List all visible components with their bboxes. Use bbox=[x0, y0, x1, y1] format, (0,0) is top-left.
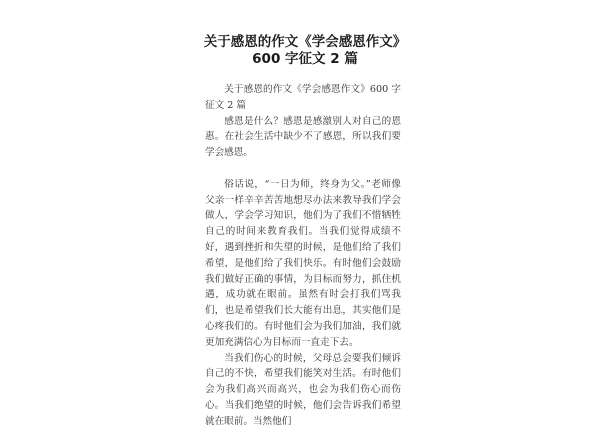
page-title: 关于感恩的作文《学会感恩作文》600 字征文 2 篇 bbox=[203, 34, 407, 67]
body-paragraph: 俗话说，“一日为师，终身为父。”老师像父亲一样辛辛苦苦地想尽办法来教导我们学会做人，学会学习知识，他们为了我们不惜牺牲自己的时间来教育我们。当我们觉得成绩不好，遇到挫折和失望的时候，是他们给了我们希望，是他们给了我们快乐。有时他们会鼓励我们做好正确的事情，为目标而努力，抓住机遇，成功就在眼前。虽然有时会打我们骂我们，也是希望我们长大能有出息，其实他们是心疼我们的。有时他们会为我们加油，我们就更加充满信心为目标而一直走下去。 bbox=[205, 178, 401, 348]
body-paragraph: 感恩是什么？感恩是感激别人对自己的恩惠。在社会生活中缺少不了感恩，所以我们要学会感恩。 bbox=[205, 115, 401, 159]
document-body bbox=[205, 82, 401, 430]
body-paragraph: 当我们伤心的时候，父母总会要我们倾诉自己的不快，希望我们能笑对生活。有时他们会为我们高兴而高兴，也会为我们伤心而伤心。当我们绝望的时候，他们会告诉我们希望就在眼前。当然他们 bbox=[205, 352, 401, 427]
body-paragraph: 关于感恩的作文《学会感恩作文》600 字征文 2 篇 bbox=[205, 84, 401, 111]
paragraph-gap bbox=[205, 161, 401, 177]
